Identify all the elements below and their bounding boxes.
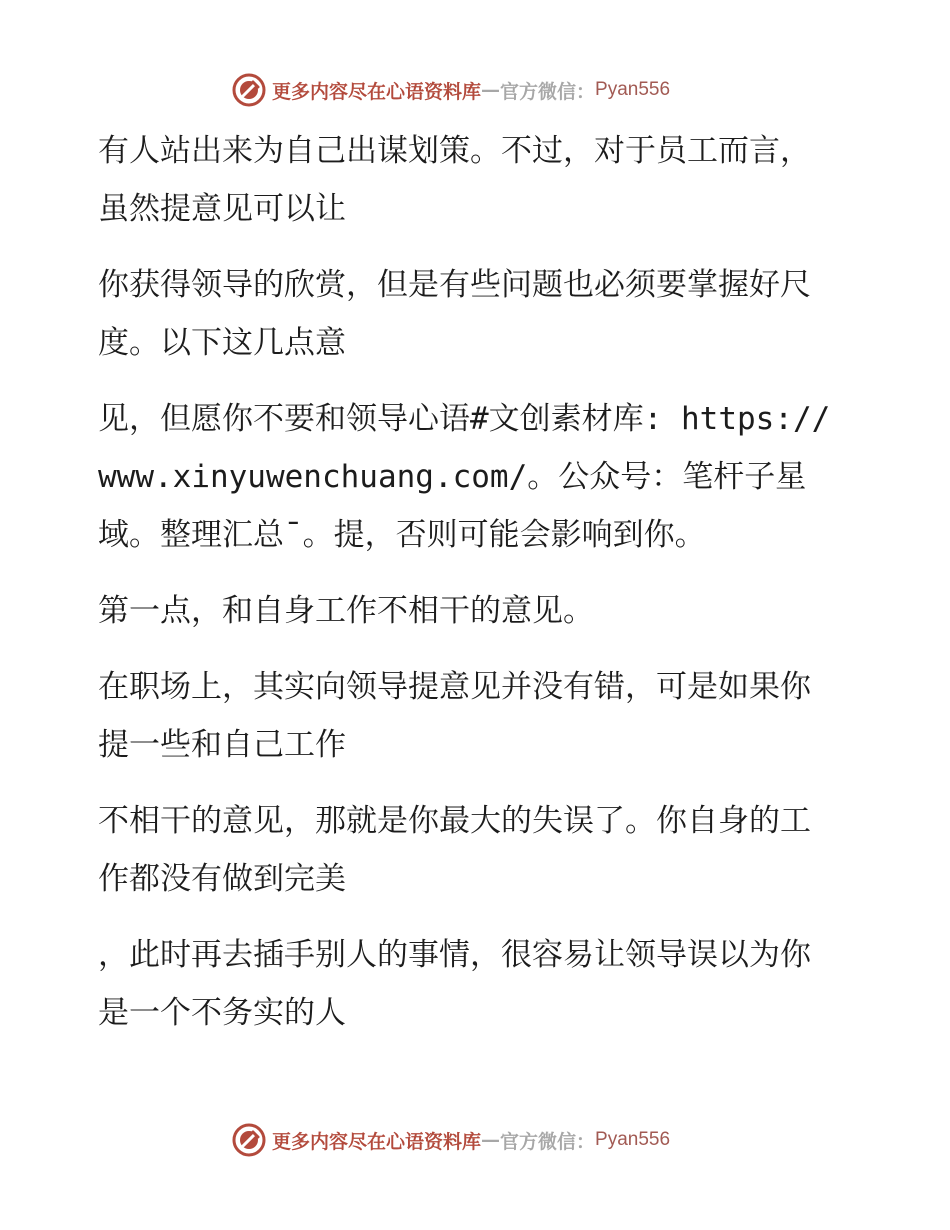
watermark-dash: — (481, 79, 501, 101)
header-watermark (232, 70, 732, 110)
paragraph: 见，但愿你不要和领导心语#文创素材库: https://www.xinyuwenchuang.com/。公众号：笔杆子星域。整理汇总¯。提，否则可能会影响到你。 (98, 401, 831, 553)
paragraph: 不相干的意见，那就是你最大的失误了。你自身的工作都没有做到完美 (98, 803, 811, 897)
watermark-text: 更多内容尽在心语资料库 (272, 1130, 482, 1153)
watermark-official: 官方微信： (500, 1130, 596, 1153)
document-body (98, 122, 838, 1042)
paragraph: 有人站出来为自己出谋划策。不过，对于员工而言，虽然提意见可以让 (98, 133, 811, 227)
seal-logo-icon (232, 73, 266, 107)
seal-logo-icon (232, 1123, 266, 1157)
paragraph: 第一点，和自身工作不相干的意见。 (98, 593, 594, 629)
watermark-wechat-id: Pyan556 (595, 79, 671, 100)
watermark-official: 官方微信： (500, 80, 596, 103)
paragraph: ，此时再去插手别人的事情，很容易让领导误以为你是一个不务实的人 (98, 937, 811, 1031)
watermark-dash: — (481, 1129, 501, 1151)
paragraph: 你获得领导的欣赏，但是有些问题也必须要掌握好尺度。以下这几点意 (98, 267, 811, 361)
paragraph: 在职场上，其实向领导提意见并没有错，可是如果你提一些和自己工作 (98, 669, 811, 763)
footer-watermark (232, 1120, 732, 1160)
watermark-wechat-id: Pyan556 (595, 1129, 671, 1150)
watermark-text: 更多内容尽在心语资料库 (272, 80, 482, 103)
